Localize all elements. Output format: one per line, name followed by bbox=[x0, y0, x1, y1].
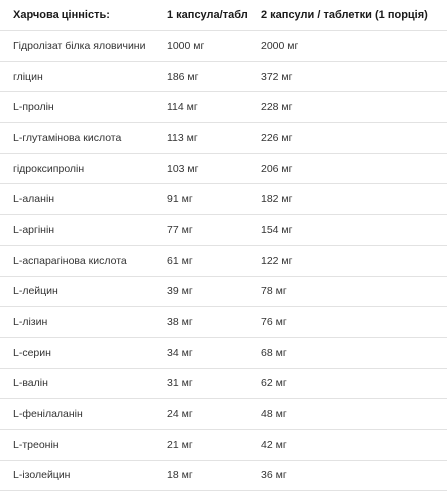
amount-per-one: 113 мг bbox=[167, 131, 198, 144]
amount-per-one: 24 мг bbox=[167, 408, 193, 421]
table-row bbox=[0, 369, 447, 400]
header-per-one-capsule: 1 капсула/табл bbox=[167, 9, 248, 21]
table-row bbox=[0, 399, 447, 430]
ingredient-name: L-аргінін bbox=[13, 223, 55, 236]
amount-per-one: 38 мг bbox=[167, 316, 193, 329]
ingredient-name: гліцин bbox=[13, 70, 43, 83]
header-per-two-capsules: 2 капсули / таблетки (1 порція) bbox=[261, 9, 428, 21]
amount-per-two: 226 мг bbox=[261, 131, 293, 144]
ingredient-name: L-аспарагінова кислота bbox=[13, 254, 127, 267]
table-row bbox=[0, 461, 447, 491]
table-row bbox=[0, 184, 447, 215]
table-row bbox=[0, 123, 447, 154]
amount-per-one: 186 мг bbox=[167, 70, 199, 83]
amount-per-one: 34 мг bbox=[167, 346, 193, 359]
amount-per-two: 372 мг bbox=[261, 70, 293, 83]
ingredient-name: L-лізин bbox=[13, 316, 48, 329]
amount-per-two: 154 мг bbox=[261, 223, 293, 236]
table-row bbox=[0, 338, 447, 369]
amount-per-one: 61 мг bbox=[167, 254, 193, 267]
amount-per-one: 114 мг bbox=[167, 101, 198, 114]
amount-per-one: 31 мг bbox=[167, 377, 193, 390]
amount-per-one: 39 мг bbox=[167, 285, 193, 298]
ingredient-name: L-ізолейцин bbox=[13, 469, 71, 482]
ingredient-name: L-аланін bbox=[13, 193, 55, 206]
table-row bbox=[0, 31, 447, 62]
amount-per-one: 21 мг bbox=[167, 438, 193, 451]
ingredient-name: гідроксипролін bbox=[13, 162, 85, 175]
ingredient-name: L-пролін bbox=[13, 101, 54, 114]
amount-per-two: 206 мг bbox=[261, 162, 293, 175]
table-row bbox=[0, 154, 447, 185]
amount-per-one: 91 мг bbox=[167, 193, 193, 206]
ingredient-name: Гідролізат білка яловичини bbox=[13, 39, 146, 52]
table-row bbox=[0, 277, 447, 308]
amount-per-one: 103 мг bbox=[167, 162, 199, 175]
ingredient-name: L-валін bbox=[13, 377, 48, 390]
amount-per-two: 122 мг bbox=[261, 254, 293, 267]
ingredient-name: L-глутамінова кислота bbox=[13, 131, 122, 144]
amount-per-two: 78 мг bbox=[261, 285, 287, 298]
amount-per-one: 77 мг bbox=[167, 223, 193, 236]
table-row bbox=[0, 215, 447, 246]
amount-per-two: 2000 мг bbox=[261, 39, 299, 52]
amount-per-two: 48 мг bbox=[261, 408, 287, 421]
table-row bbox=[0, 92, 447, 123]
amount-per-two: 68 мг bbox=[261, 346, 287, 359]
amount-per-two: 182 мг bbox=[261, 193, 293, 206]
table-row bbox=[0, 307, 447, 338]
header-nutrition-value: Харчова цінність: bbox=[13, 9, 110, 21]
ingredient-name: L-треонін bbox=[13, 438, 59, 451]
table-header-row bbox=[0, 0, 447, 31]
amount-per-one: 1000 мг bbox=[167, 39, 205, 52]
amount-per-two: 62 мг bbox=[261, 377, 287, 390]
amount-per-one: 18 мг bbox=[167, 469, 193, 482]
ingredient-name: L-фенілаланін bbox=[13, 408, 83, 421]
amount-per-two: 36 мг bbox=[261, 469, 287, 482]
table-row bbox=[0, 430, 447, 461]
amount-per-two: 42 мг bbox=[261, 438, 287, 451]
table-row bbox=[0, 62, 447, 93]
ingredient-name: L-серин bbox=[13, 346, 51, 359]
table-row bbox=[0, 246, 447, 277]
ingredient-name: L-лейцин bbox=[13, 285, 58, 298]
amount-per-two: 228 мг bbox=[261, 101, 293, 114]
table-body bbox=[0, 31, 447, 491]
amount-per-two: 76 мг bbox=[261, 316, 287, 329]
